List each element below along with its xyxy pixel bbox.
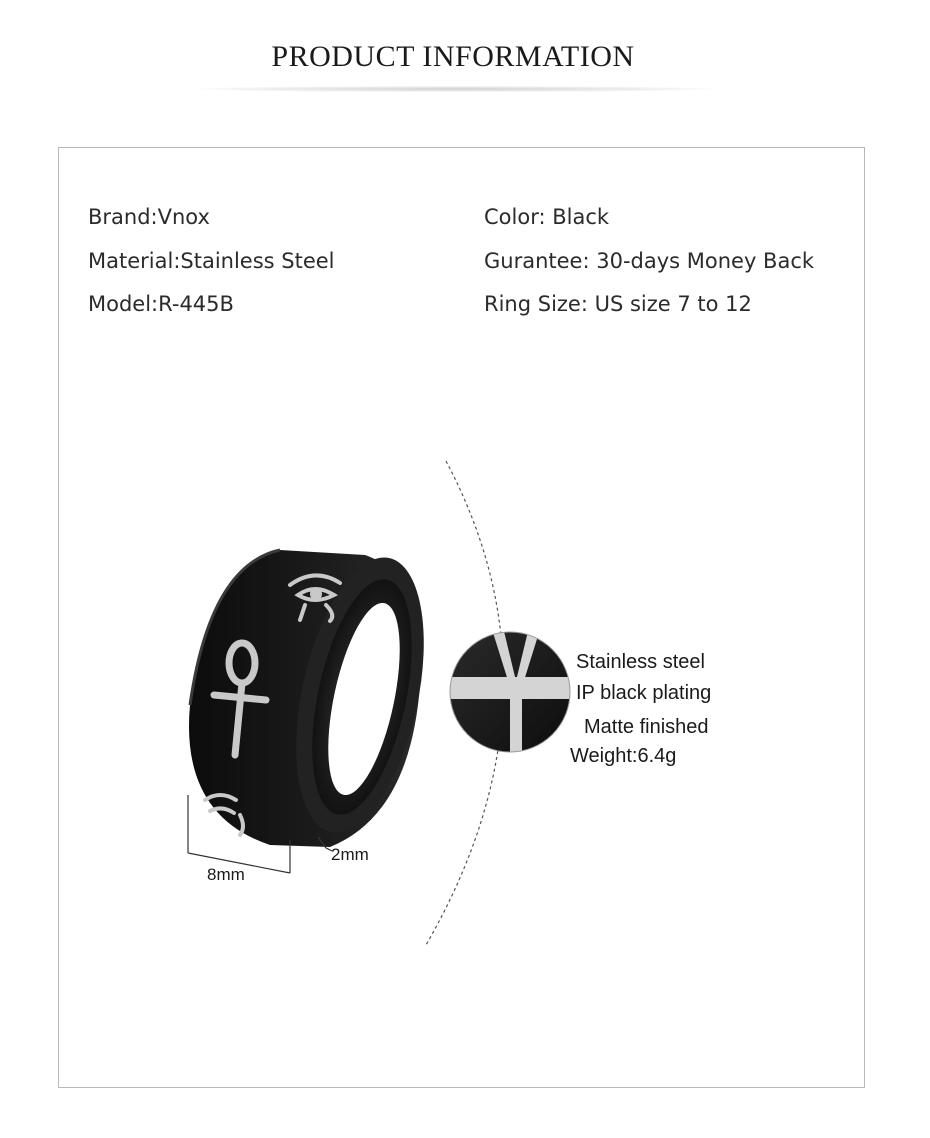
- title-underline-shadow: [195, 86, 715, 92]
- callout-ip-black-plating: IP black plating: [576, 682, 712, 704]
- dimension-width-label: 8mm: [207, 865, 245, 884]
- spec-ring-size: Ring Size: US size 7 to 12: [484, 292, 752, 316]
- spec-brand: Brand:Vnox: [88, 205, 210, 229]
- spec-color: Color: Black: [484, 205, 610, 229]
- callout-stainless-steel: Stainless steel: [576, 651, 705, 673]
- callout-matte-finished: Matte finished: [584, 716, 709, 738]
- spec-guarantee: Gurantee: 30-days Money Back: [484, 249, 815, 273]
- ring-product-figure: [150, 455, 780, 955]
- spec-material: Material:Stainless Steel: [88, 249, 335, 273]
- dimension-thickness-label: 2mm: [331, 845, 369, 864]
- callout-weight: Weight:6.4g: [570, 745, 677, 767]
- page-title: PRODUCT INFORMATION: [271, 40, 635, 73]
- material-detail-disc: [450, 623, 580, 757]
- spec-model: Model:R-445B: [88, 292, 234, 316]
